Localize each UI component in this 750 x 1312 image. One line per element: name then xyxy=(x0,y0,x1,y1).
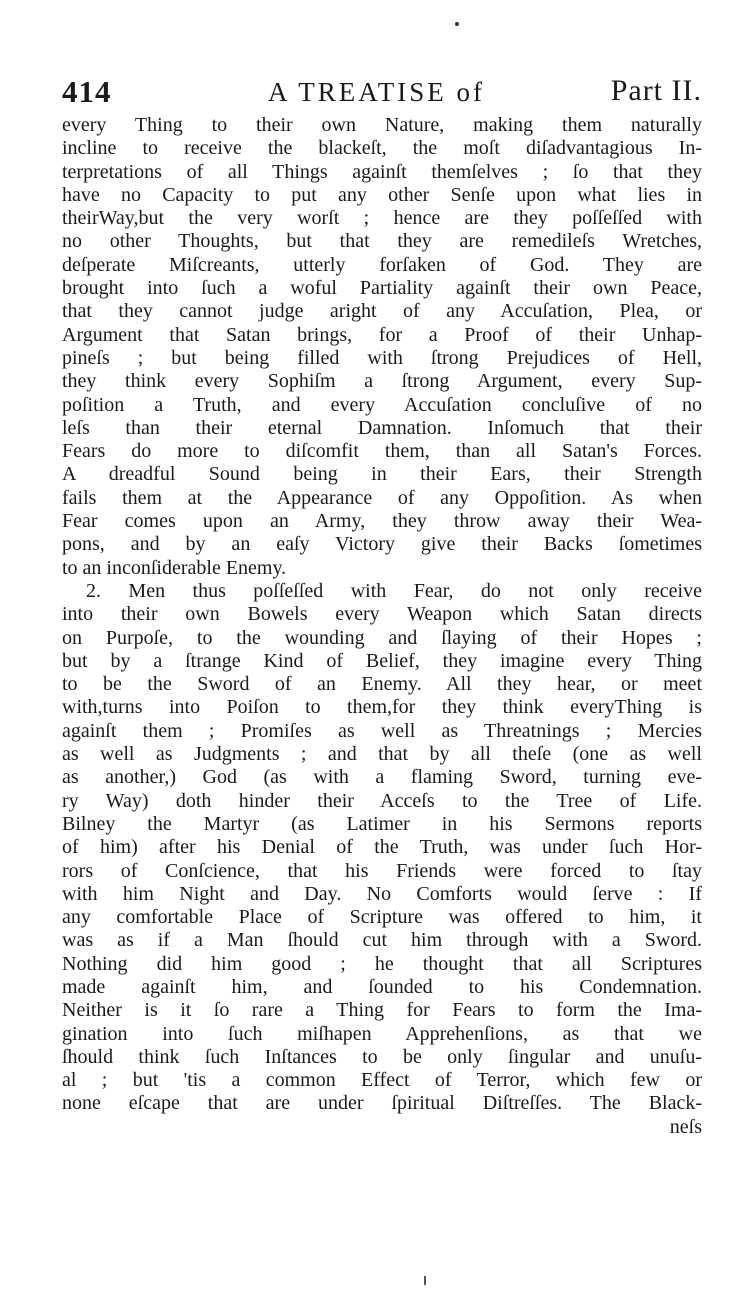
text-line: Nothing did him good ; he thought that all Scriptures xyxy=(62,952,702,975)
ink-mark xyxy=(424,1276,426,1285)
text-line: ry Way) doth hinder their Acceſs to the Tree of Life. xyxy=(62,789,702,812)
text-line: none eſcape that are under ſpiritual Diſtreſſes. The Black- xyxy=(62,1092,702,1115)
text-line: to an inconſiderable Enemy. xyxy=(62,556,287,579)
text-line: they think every Sophiſm a ſtrong Argument, every Sup- xyxy=(62,370,702,393)
text-line: Fears do more to diſcomfit them, than all Satan's Forces. xyxy=(62,440,702,463)
paragraph-start-line: 2. Men thus poſſeſſed with Fear, do not only receive xyxy=(86,579,702,602)
text-line: al ; but 'tis a common Effect of Terror, which few or xyxy=(62,1069,702,1092)
running-title: A TREATISE of xyxy=(268,77,486,107)
text-line: to be the Sword of an Enemy. All they hear, or meet xyxy=(62,673,702,696)
page-number: 414 xyxy=(62,74,112,109)
text-line: Argument that Satan brings, for a Proof of their Unhap- xyxy=(62,323,702,346)
text-line: with,turns into Poiſon to them,for they think everyThing is xyxy=(62,696,702,719)
text-line: made againſt him, and ſounded to his Condemnation. xyxy=(62,975,702,998)
catchword: neſs xyxy=(669,1115,702,1138)
text-line: poſition a Truth, and every Accuſation concluſive of no xyxy=(62,393,702,416)
text-line: Fear comes upon an Army, they throw away their Wea- xyxy=(62,510,702,533)
text-line: incline to receive the blackeſt, the moſt diſadvantagious In- xyxy=(62,137,702,160)
text-line: into their own Bowels every Weapon which Satan directs xyxy=(62,603,702,626)
text-line: every Thing to their own Nature, making them naturally xyxy=(62,114,702,136)
text-line: pineſs ; but being filled with ſtrong Prejudices of Hell, xyxy=(62,346,702,369)
text-line: any comfortable Place of Scripture was offered to him, it xyxy=(62,906,702,929)
text-line: againſt them ; Promiſes as well as Threatnings ; Mercies xyxy=(62,719,702,742)
text-line: ſhould think ſuch Inſtances to be only ſingular and unuſu- xyxy=(62,1045,702,1068)
text-line: A dreadful Sound being in their Ears, their Strength xyxy=(62,463,702,486)
text-line: Neither is it ſo rare a Thing for Fears to form the Ima- xyxy=(62,999,702,1022)
text-line: with him Night and Day. No Comforts would ſerve : If xyxy=(62,882,702,905)
text-line: that they cannot judge aright of any Accuſation, Plea, or xyxy=(62,300,702,323)
text-line: was as if a Man ſhould cut him through with a Sword. xyxy=(62,929,702,952)
part-label: Part II. xyxy=(610,74,702,107)
text-line: as well as Judgments ; and that by all theſe (one as well xyxy=(62,743,702,766)
text-line: of him) after his Denial of the Truth, was under ſuch Hor- xyxy=(62,836,702,859)
text-line: as another,) God (as with a flaming Sword, turning eve- xyxy=(62,766,702,789)
text-line: rors of Conſcience, that his Friends were forced to ſtay xyxy=(62,859,702,882)
text-line: pons, and by an eaſy Victory give their Backs ſometimes xyxy=(62,533,702,556)
text-line: theirWay,but the very worſt ; hence are they poſſeſſed with xyxy=(62,207,702,230)
ink-speck xyxy=(455,22,459,26)
text-line: have no Capacity to put any other Senſe upon what lies in xyxy=(62,183,702,206)
text-line: but by a ſtrange Kind of Belief, they imagine every Thing xyxy=(62,649,702,672)
text-line: terpretations of all Things againſt themſelves ; ſo that they xyxy=(62,160,702,183)
text-line: on Purpoſe, to the wounding and ſlaying of their Hopes ; xyxy=(62,626,702,649)
body-text xyxy=(62,114,702,1139)
text-line: brought into ſuch a woful Partiality againſt their own Peace, xyxy=(62,277,702,300)
text-line: no other Thoughts, but that they are remedileſs Wretches, xyxy=(62,230,702,253)
text-line: leſs than their eternal Damnation. Inſomuch that their xyxy=(62,416,702,439)
text-line: Bilney the Martyr (as Latimer in his Sermons reports xyxy=(62,812,702,835)
running-header xyxy=(62,74,702,114)
text-line: deſperate Miſcreants, utterly forſaken of God. They are xyxy=(62,253,702,276)
text-line: gination into ſuch miſhapen Apprehenſions, as that we xyxy=(62,1022,702,1045)
text-line: fails them at the Appearance of any Oppoſition. As when xyxy=(62,486,702,509)
